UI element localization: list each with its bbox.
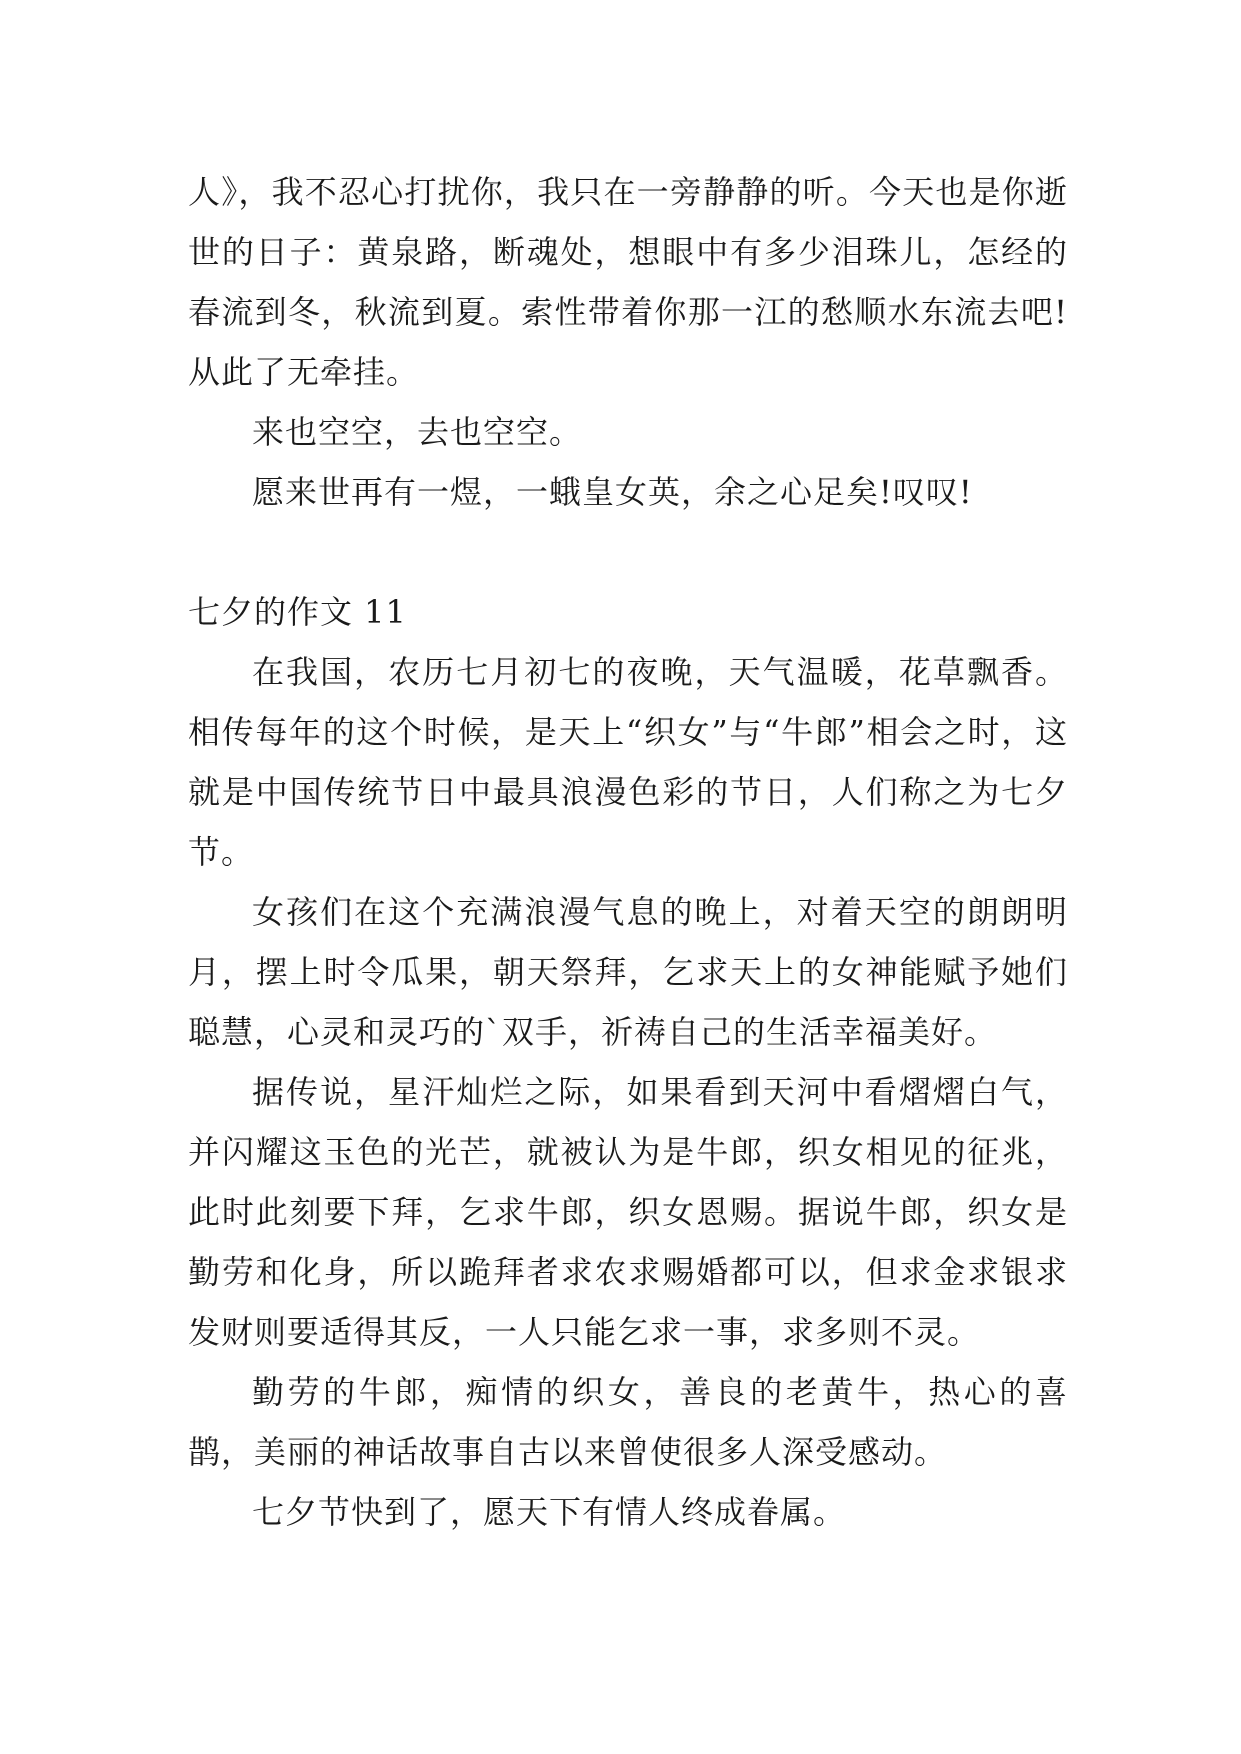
paragraph-wish-next-life: 愿来世再有一煜，一蛾皇女英，余之心足矣!叹叹! bbox=[252, 473, 973, 511]
section-title: 七夕的作文 11 bbox=[188, 593, 407, 631]
paragraph-empty-come-go: 来也空空，去也空空。 bbox=[252, 413, 583, 451]
paragraph-girls-worship: 女孩们在这个充满浪漫气息的晚上，对着天空的朗朗明月，摆上时令瓜果，朝天祭拜，乞求天上的女神能赋予她们聪慧，心灵和灵巧的`双手，祈祷自己的生活幸福美好。 bbox=[188, 893, 1068, 1051]
paragraph-myth-story: 勤劳的牛郎，痴情的织女，善良的老黄牛，热心的喜鹊，美丽的神话故事自古以来曾使很多人深受感动。 bbox=[188, 1373, 1068, 1471]
paragraph-legend: 据传说，星汗灿烂之际，如果看到天河中看熠熠白气，并闪耀这玉色的光芒，就被认为是牛郎，织女相见的征兆，此时此刻要下拜，乞求牛郎，织女恩赐。据说牛郎，织女是勤劳和化身，所以跪拜者求农求赐婚都可以，但求金求银求发财则要适得其反，一人只能乞求一事，求多则不灵。 bbox=[188, 1073, 1068, 1351]
paragraph-closing-wish: 七夕节快到了，愿天下有情人终成眷属。 bbox=[252, 1493, 847, 1531]
paragraph-festival-intro: 在我国，农历七月初七的夜晚，天气温暖，花草飘香。相传每年的这个时候，是天上“织女”与“牛郎”相会之时，这就是中国传统节日中最具浪漫色彩的节日，人们称之为七夕节。 bbox=[188, 653, 1068, 871]
document-body bbox=[188, 162, 1068, 1542]
paragraph-continuation: 人》，我不忍心打扰你，我只在一旁静静的听。今天也是你逝世的日子：黄泉路，断魂处，想眼中有多少泪珠儿，怎经的春流到冬，秋流到夏。索性带着你那一江的愁顺水东流去吧!从此了无牵挂。 bbox=[188, 173, 1068, 391]
